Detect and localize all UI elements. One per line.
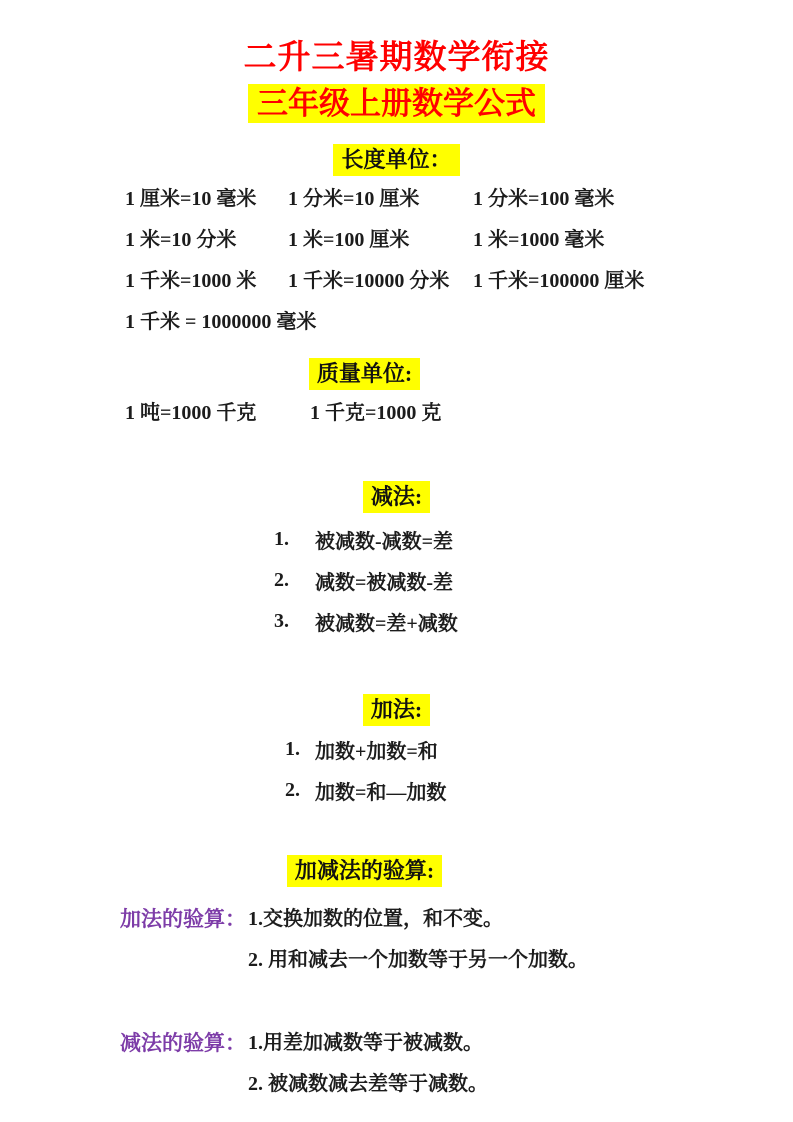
formula: 1 千米 = 1000000 毫米 [125,311,317,333]
section-header-addition-text: 加法: [363,694,430,726]
list-item-text: 加数=和—加数 [315,782,447,804]
page-subtitle [0,82,793,126]
formula: 1 米=100 厘米 [288,229,410,251]
list-item-text: 被减数=差+减数 [315,613,458,635]
mass-units-formulas [0,390,793,431]
section-header-addition [0,694,793,726]
list-item [274,601,793,642]
list-item-text: 加数+加数=和 [315,741,438,763]
list-item-number: 3. [274,610,289,632]
list-item-number: 1. [274,528,289,550]
subtraction-list [0,519,793,642]
section-header-subtraction-text: 减法: [363,481,430,513]
check-line: 1.用差加减数等于被减数。 [248,1032,483,1054]
list-item-number: 2. [285,779,300,801]
formula: 1 分米=100 毫米 [473,188,615,210]
formula: 1 千米=100000 厘米 [473,270,645,292]
formula: 1 千米=10000 分米 [288,270,450,292]
list-item-number: 1. [285,738,300,760]
length-units-formulas [0,176,793,340]
page-subtitle-text: 三年级上册数学公式 [248,84,545,123]
section-header-mass-units-text: 质量单位: [309,358,420,390]
list-item-text: 被减数-减数=差 [315,531,454,553]
section-header-mass-units [0,358,793,390]
formula: 1 厘米=10 毫米 [125,188,257,210]
section-header-verification-text: 加减法的验算: [287,855,442,887]
check-line: 2. 用和减去一个加数等于另一个加数。 [248,949,588,971]
page-title: 二升三暑期数学衔接 [243,40,550,76]
formula: 1 千克=1000 克 [310,402,442,424]
subtraction-check-label: 减法的验算： [120,1031,246,1055]
formula-row [125,176,793,217]
formula-row [125,299,793,340]
addition-check-lines [248,899,588,981]
formula-row [125,390,793,431]
addition-list [0,729,793,811]
formula-row [125,258,793,299]
formula: 1 吨=1000 千克 [125,402,257,424]
section-header-length-units-text: 长度单位： [333,144,459,176]
list-item-number: 2. [274,569,289,591]
list-item-text: 减数=被减数-差 [315,572,454,594]
formula: 1 米=10 分米 [125,229,237,251]
formula: 1 米=1000 毫米 [473,229,605,251]
list-item [285,770,793,811]
formula-row [125,217,793,258]
check-line: 2. 被减数减去差等于减数。 [248,1073,488,1095]
section-header-length-units [0,144,793,176]
list-item [274,560,793,601]
subtraction-check-lines [248,1023,488,1105]
check-line: 1.交换加数的位置，和不变。 [248,908,503,930]
section-header-subtraction [0,481,793,513]
addition-check-label: 加法的验算： [120,907,246,931]
list-item [274,519,793,560]
formula: 1 千米=1000 米 [125,270,257,292]
addition-check-block [120,899,793,981]
formula: 1 分米=10 厘米 [288,188,420,210]
list-item [285,729,793,770]
section-header-verification [0,855,793,887]
subtraction-check-block [120,1023,793,1105]
